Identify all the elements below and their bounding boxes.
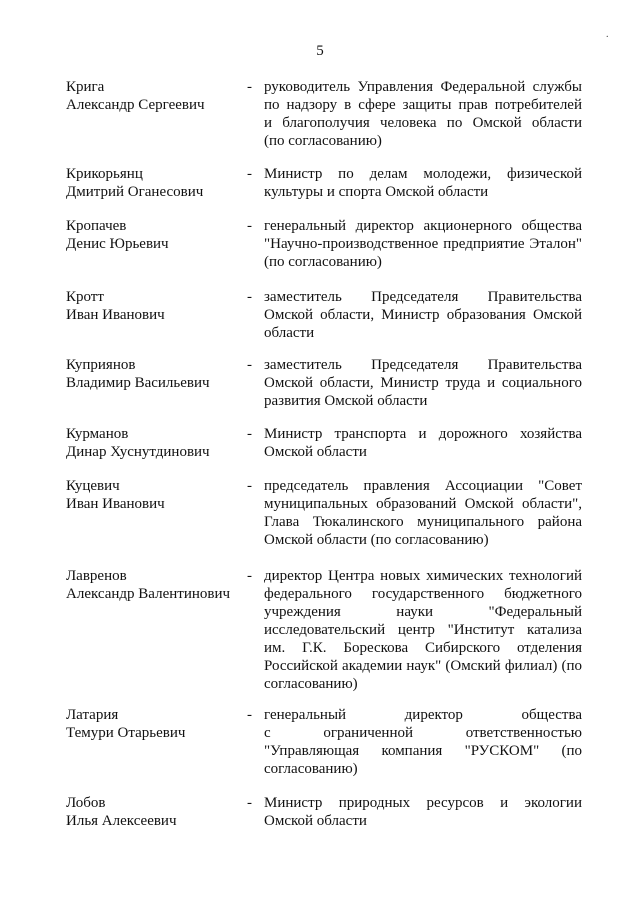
page-number: 5 — [316, 43, 324, 59]
person-name — [66, 706, 246, 742]
given-names: Александр Сергеевич — [66, 97, 205, 113]
description-line: генеральный директор акционерного общества — [264, 218, 582, 234]
description-line: "Научно-производственное предприятие Эталон" — [264, 236, 582, 252]
person-name — [66, 794, 246, 830]
person-name — [66, 288, 246, 324]
given-names: Денис Юрьевич — [66, 236, 169, 252]
description-line: Министр природных ресурсов и экологии — [264, 795, 582, 811]
person-name — [66, 356, 246, 392]
description-line: федерального государственного бюджетного — [264, 586, 582, 602]
person-name — [66, 78, 246, 114]
description-line: области — [264, 325, 315, 341]
dash-separator: - — [247, 478, 252, 494]
dash-separator: - — [247, 707, 252, 723]
description-line: генеральный директор общества — [264, 707, 582, 723]
position-description — [264, 288, 582, 342]
description-line: Омской области, Министр образования Омской — [264, 307, 582, 323]
dash-separator: - — [247, 568, 252, 584]
description-line: Омской области (по согласованию) — [264, 532, 489, 548]
person-name — [66, 567, 246, 603]
description-line: согласованию) — [264, 676, 358, 692]
position-description — [264, 356, 582, 410]
description-line: учреждения науки "Федеральный — [264, 604, 582, 620]
position-description — [264, 165, 582, 201]
description-line: по надзору в сфере защиты прав потребителей — [264, 97, 582, 113]
position-description — [264, 78, 582, 150]
description-line: "Управляющая компания "РУСКОМ" (по — [264, 743, 582, 759]
surname: Куприянов — [66, 357, 136, 373]
surname: Крига — [66, 79, 105, 95]
description-line: Омской области — [264, 444, 367, 460]
description-line: Глава Тюкалинского муниципального района — [264, 514, 582, 530]
description-line: муниципальных образований Омской области", — [264, 496, 582, 512]
given-names: Илья Алексеевич — [66, 813, 177, 829]
description-line: им. Г.К. Борескова Сибирского отделения — [264, 640, 582, 656]
surname: Куцевич — [66, 478, 120, 494]
person-name — [66, 165, 246, 201]
position-description — [264, 706, 582, 778]
description-line: руководитель Управления Федеральной службы — [264, 79, 582, 95]
description-line: Омской области — [264, 813, 367, 829]
description-line: Министр по делам молодежи, физической — [264, 166, 582, 182]
description-line: председатель правления Ассоциации "Совет — [264, 478, 582, 494]
surname: Кропачев — [66, 218, 127, 234]
description-line: исследовательский центр "Институт катализа — [264, 622, 582, 638]
description-line: заместитель Председателя Правительства — [264, 289, 582, 305]
description-line: (по согласованию) — [264, 254, 382, 270]
dash-separator: - — [247, 166, 252, 182]
person-name — [66, 425, 246, 461]
given-names: Иван Иванович — [66, 307, 165, 323]
position-description — [264, 217, 582, 271]
position-description — [264, 567, 582, 693]
position-description — [264, 794, 582, 830]
person-name — [66, 477, 246, 513]
description-line: согласованию) — [264, 761, 358, 777]
surname: Крикорьянц — [66, 166, 143, 182]
dash-separator: - — [247, 218, 252, 234]
dash-separator: - — [247, 357, 252, 373]
corner-mark: . — [606, 29, 609, 40]
surname: Лобов — [66, 795, 106, 811]
surname: Лавренов — [66, 568, 127, 584]
given-names: Владимир Васильевич — [66, 375, 210, 391]
surname: Кротт — [66, 289, 104, 305]
given-names: Дмитрий Оганесович — [66, 184, 204, 200]
given-names: Динар Хуснутдинович — [66, 444, 210, 460]
description-line: Министр транспорта и дорожного хозяйства — [264, 426, 582, 442]
dash-separator: - — [247, 289, 252, 305]
position-description — [264, 477, 582, 549]
given-names: Иван Иванович — [66, 496, 165, 512]
surname: Латария — [66, 707, 119, 723]
dash-separator: - — [247, 426, 252, 442]
surname: Курманов — [66, 426, 129, 442]
description-line: с ограниченной ответственностью — [264, 725, 582, 741]
description-line: культуры и спорта Омской области — [264, 184, 489, 200]
given-names: Темури Отарьевич — [66, 725, 186, 741]
given-names: Александр Валентинович — [66, 586, 231, 602]
description-line: и благополучия человека по Омской области — [264, 115, 582, 131]
description-line: (по согласованию) — [264, 133, 382, 149]
position-description — [264, 425, 582, 461]
description-line: развития Омской области — [264, 393, 428, 409]
description-line: Российской академии наук" (Омский филиал) (по — [264, 658, 582, 674]
description-line: Омской области, Министр труда и социального — [264, 375, 582, 391]
description-line: заместитель Председателя Правительства — [264, 357, 582, 373]
dash-separator: - — [247, 795, 252, 811]
dash-separator: - — [247, 79, 252, 95]
person-name — [66, 217, 246, 253]
description-line: директор Центра новых химических технологий — [264, 568, 582, 584]
